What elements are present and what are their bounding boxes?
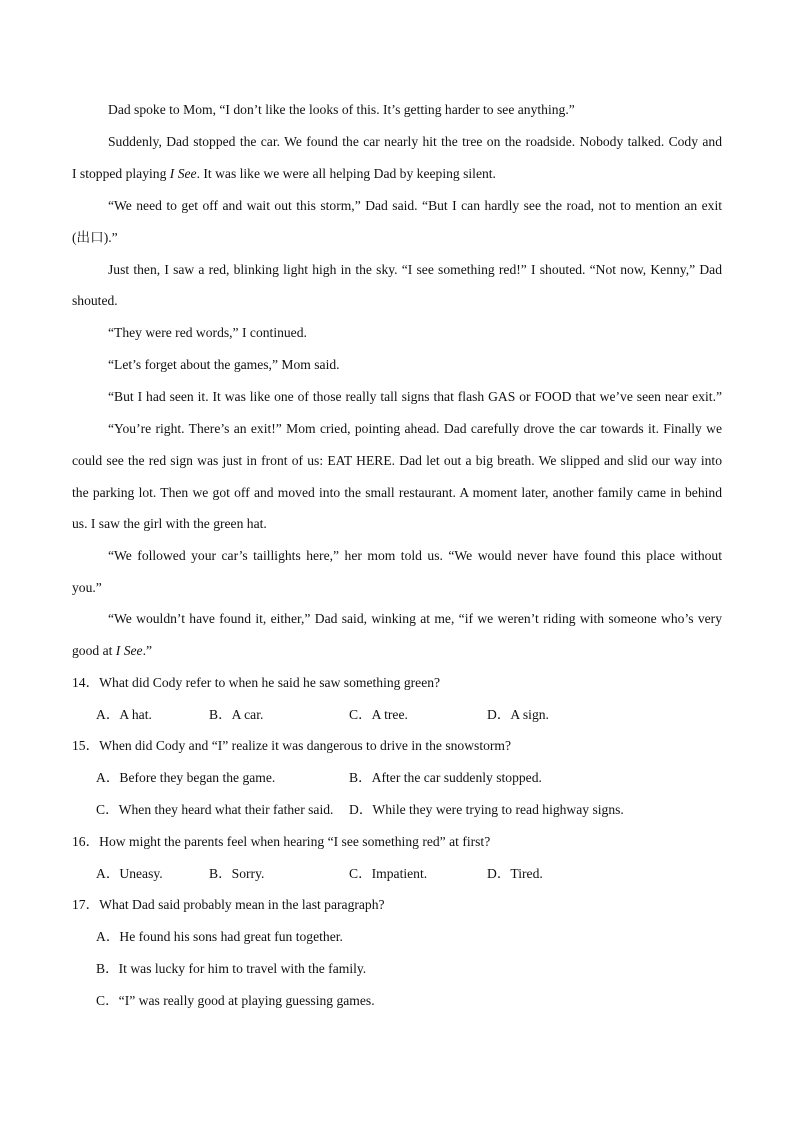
- question-17-stem: 17．What Dad said probably mean in the last paragraph?: [72, 897, 385, 912]
- option-b[interactable]: B．After the car suddenly stopped.: [349, 770, 542, 785]
- passage-paragraph-10-line-2: [72, 642, 152, 660]
- passage-paragraph-8-line-4: us. I saw the girl with the green hat.: [72, 516, 267, 531]
- passage-paragraph-2-line-2: [72, 165, 496, 183]
- passage-paragraph-8-line-1: “You’re right. There’s an exit!” Mom cried, pointing ahead. Dad carefully drove the car towards it. Finally we: [108, 421, 722, 436]
- text-run: good at: [72, 643, 116, 658]
- text-run: I stopped playing: [72, 166, 170, 181]
- option-b[interactable]: B．A car.: [209, 707, 264, 722]
- passage-paragraph-3-line-1: “We need to get off and wait out this storm,” Dad said. “But I can hardly see the road, not to mention an exit: [108, 198, 722, 213]
- passage-paragraph-5: “They were red words,” I continued.: [108, 325, 307, 340]
- option-b[interactable]: B．It was lucky for him to travel with the family.: [96, 961, 367, 976]
- text-run: . It was like we were all helping Dad by keeping silent.: [196, 166, 496, 181]
- passage-paragraph-3-line-2: (出口).”: [72, 230, 118, 245]
- option-c[interactable]: C．Impatient.: [349, 866, 428, 881]
- question-14-stem: 14．What did Cody refer to when he said he saw something green?: [72, 675, 441, 690]
- passage-paragraph-10-line-1: “We wouldn’t have found it, either,” Dad said, winking at me, “if we weren’t riding with someone who’s very: [108, 611, 722, 626]
- option-c[interactable]: C．A tree.: [349, 707, 408, 722]
- passage-paragraph-8-line-3: the parking lot. Then we got off and moved into the small restaurant. A moment later, another family came in behind: [72, 485, 722, 500]
- option-a[interactable]: A．A hat.: [96, 707, 152, 722]
- question-16-stem: 16．How might the parents feel when hearing “I see something red” at first?: [72, 834, 491, 849]
- option-b[interactable]: B．Sorry.: [209, 866, 265, 881]
- passage-paragraph-7: “But I had seen it. It was like one of those really tall signs that flash GAS or FOOD that we’ve seen near exit.”: [108, 389, 722, 404]
- question-15-options-row-1: [0, 769, 794, 787]
- question-15-stem: 15．When did Cody and “I” realize it was dangerous to drive in the snowstorm?: [72, 738, 512, 753]
- passage-paragraph-8-line-2: could see the red sign was just in front of us: EAT HERE. Dad let out a big breath. We slipped and slid our way into: [72, 453, 722, 468]
- question-15-options-row-2: [0, 801, 794, 819]
- option-d[interactable]: D．While they were trying to read highway signs.: [349, 802, 624, 817]
- game-title-italic: I See: [169, 166, 197, 181]
- passage-paragraph-2-line-1: Suddenly, Dad stopped the car. We found the car nearly hit the tree on the roadside. Nobody talked. Cody and: [108, 134, 722, 149]
- option-a[interactable]: A．Before they began the game.: [96, 770, 276, 785]
- option-c[interactable]: C．When they heard what their father said.: [96, 802, 334, 817]
- passage-paragraph-9-line-1: “We followed your car’s taillights here,” her mom told us. “We would never have found this place without: [108, 548, 722, 563]
- option-a[interactable]: A．He found his sons had great fun together.: [96, 929, 343, 944]
- text-run: .”: [142, 643, 153, 658]
- option-c[interactable]: C．“I” was really good at playing guessing games.: [96, 993, 375, 1008]
- passage-paragraph-4-line-1: Just then, I saw a red, blinking light high in the sky. “I see something red!” I shouted. “Not now, Kenny,” Dad: [108, 262, 722, 277]
- passage-paragraph-9-line-2: you.”: [72, 580, 102, 595]
- passage-paragraph-4-line-2: shouted.: [72, 293, 118, 308]
- question-14-options: [0, 706, 794, 724]
- passage-paragraph-6: “Let’s forget about the games,” Mom said.: [108, 357, 340, 372]
- option-a[interactable]: A．Uneasy.: [96, 866, 163, 881]
- passage-paragraph-1: Dad spoke to Mom, “I don’t like the looks of this. It’s getting harder to see anything.”: [108, 102, 575, 117]
- question-16-options: [0, 865, 794, 883]
- option-d[interactable]: D．A sign.: [487, 707, 549, 722]
- game-title-italic: I See: [115, 643, 143, 658]
- option-d[interactable]: D．Tired.: [487, 866, 543, 881]
